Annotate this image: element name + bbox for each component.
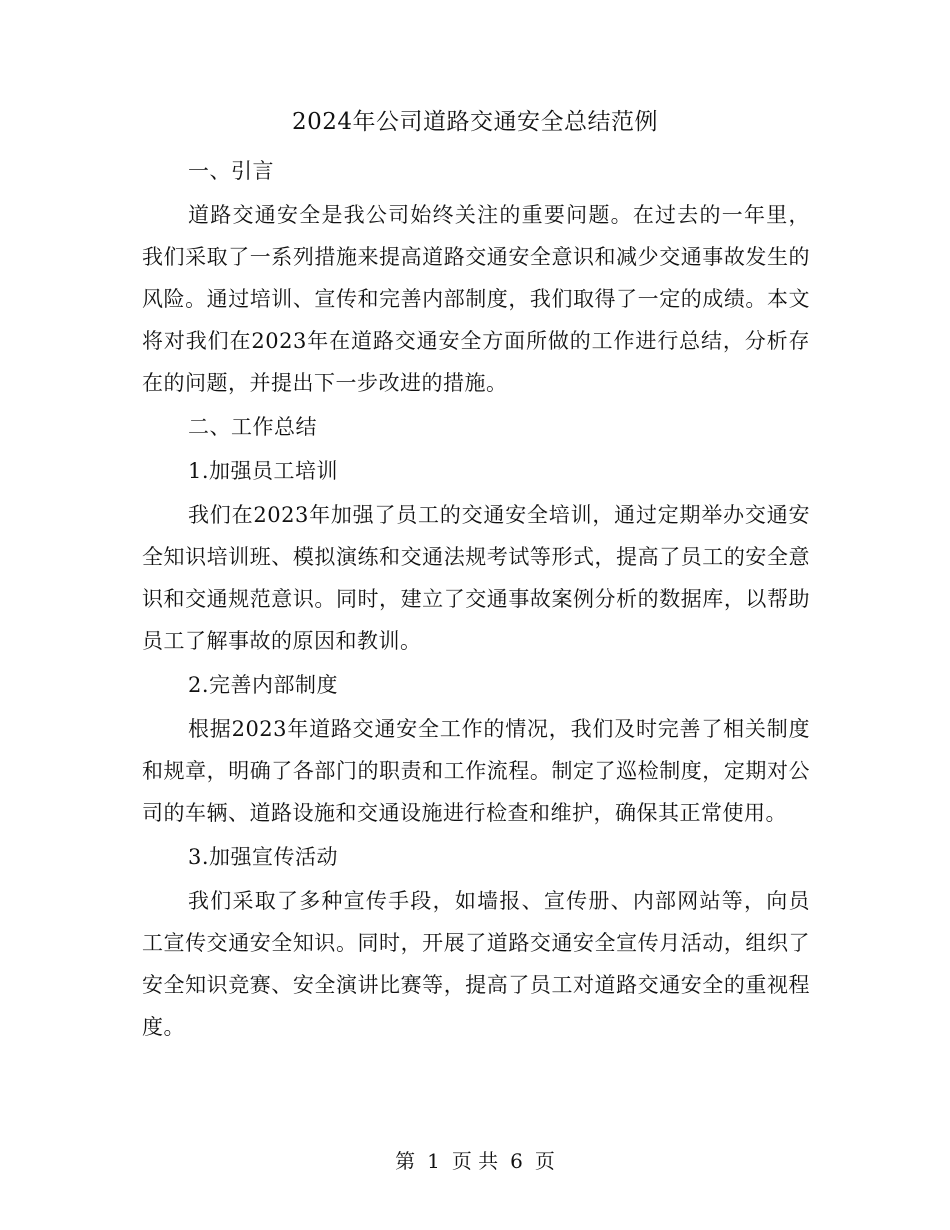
footer-suffix: 页 — [534, 1149, 555, 1173]
footer-total-pages: 6 — [510, 1149, 523, 1173]
section-heading-summary: 二、工作总结 — [188, 415, 317, 439]
footer-page-number: 1 — [427, 1149, 440, 1173]
document-title: 2024年公司道路交通安全总结范例 — [291, 109, 659, 135]
subsection-heading-rules: 2.完善内部制度 — [188, 673, 339, 697]
paragraph-intro: 道路交通安全是我公司始终关注的重要问题。在过去的一年里，我们采取了一系列措施来提高道路交通安全意识和减少交通事故发生的风险。通过培训、宣传和完善内部制度，我们取得了一定的成绩。本文将对我们在2023年在道路交通安全方面所做的工作进行总结，分析存在的问题，并提出下一步改进的措施。 — [142, 203, 810, 395]
subsection-heading-training: 1.加强员工培训 — [188, 459, 339, 483]
subsection-heading-publicity: 3.加强宣传活动 — [188, 845, 339, 869]
section-heading-intro: 一、引言 — [188, 159, 274, 183]
page-footer — [0, 1146, 950, 1176]
footer-mid: 页 共 — [451, 1149, 499, 1173]
paragraph-publicity: 我们采取了多种宣传手段，如墙报、宣传册、内部网站等，向员工宣传交通安全知识。同时，开展了道路交通安全宣传月活动，组织了安全知识竞赛、安全演讲比赛等，提高了员工对道路交通安全的重视程度。 — [142, 889, 810, 1039]
footer-prefix: 第 — [395, 1149, 416, 1173]
paragraph-rules: 根据2023年道路交通安全工作的情况，我们及时完善了相关制度和规章，明确了各部门的职责和工作流程。制定了巡检制度，定期对公司的车辆、道路设施和交通设施进行检查和维护，确保其正常使用。 — [142, 717, 810, 825]
document-body — [142, 150, 810, 1050]
paragraph-training: 我们在2023年加强了员工的交通安全培训，通过定期举办交通安全知识培训班、模拟演练和交通法规考试等形式，提高了员工的安全意识和交通规范意识。同时，建立了交通事故案例分析的数据库，以帮助员工了解事故的原因和教训。 — [142, 503, 810, 653]
